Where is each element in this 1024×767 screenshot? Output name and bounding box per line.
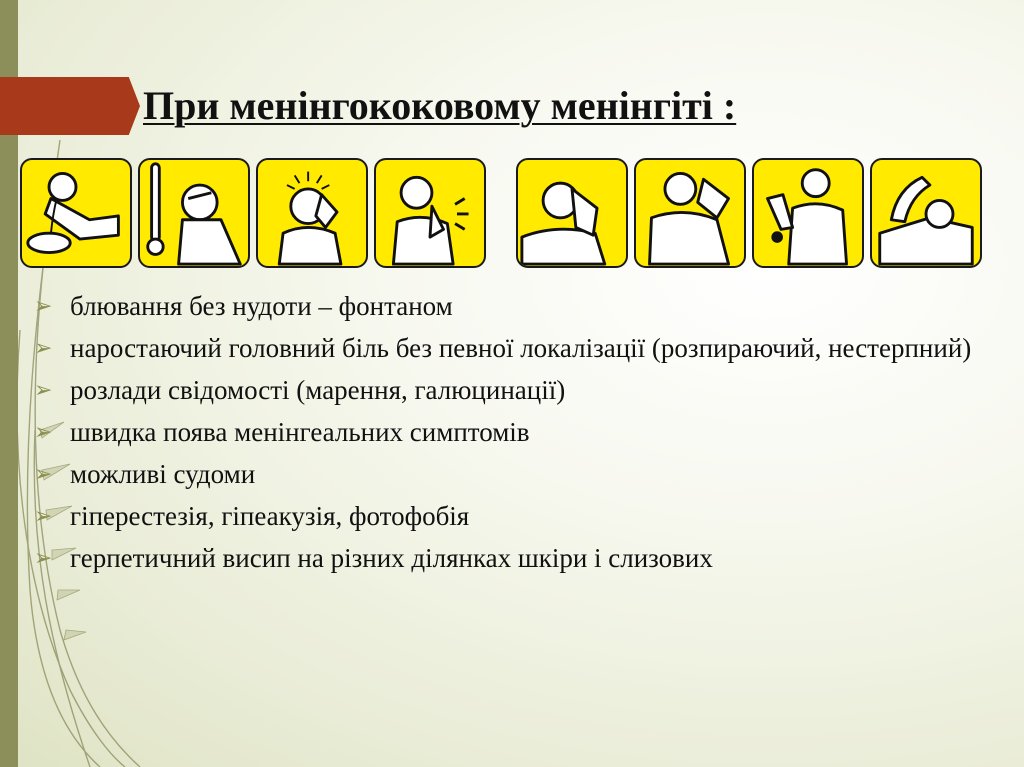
bullet-arrow-icon: ➢ xyxy=(34,461,53,486)
bullet-arrow-icon: ➢ xyxy=(34,545,53,570)
title-accent-arrow xyxy=(0,77,140,135)
list-item xyxy=(32,374,992,406)
vomiting-figure-icon xyxy=(20,158,132,268)
list-item xyxy=(32,458,992,490)
list-item-text: гіперестезія, гіпеакузія, фотофобія xyxy=(70,501,470,531)
thermometer-fever-icon xyxy=(138,158,250,268)
list-item-text: можливі судоми xyxy=(70,459,256,489)
neck-pain-figure-icon xyxy=(374,158,486,268)
list-item-text: блювання без нудоти – фонтаном xyxy=(70,291,453,321)
list-item-text: герпетичний висип на різних ділянках шкіри і слизових xyxy=(70,543,713,573)
symptom-icons-right xyxy=(516,158,982,270)
headache-figure-icon xyxy=(256,158,368,268)
light-sensitivity-figure-icon xyxy=(634,158,746,268)
covering-face-figure-icon xyxy=(516,158,628,268)
seizure-arm-figure-icon xyxy=(752,158,864,268)
symptom-icons-left xyxy=(20,158,486,270)
bullet-arrow-icon: ➢ xyxy=(34,335,53,360)
bullet-arrow-icon: ➢ xyxy=(34,377,53,402)
list-item xyxy=(32,290,992,322)
list-item xyxy=(32,416,992,448)
lying-patient-figure-icon xyxy=(870,158,982,268)
list-item xyxy=(32,500,992,532)
list-item-text: розлади свідомості (марення, галюцинації) xyxy=(70,375,566,405)
bullet-arrow-icon: ➢ xyxy=(34,293,53,318)
list-item xyxy=(32,542,992,574)
list-item xyxy=(32,332,992,364)
bullet-arrow-icon: ➢ xyxy=(34,503,53,528)
list-item-text: швидка поява менінгеальних симптомів xyxy=(70,417,530,447)
bullet-arrow-icon: ➢ xyxy=(34,419,53,444)
list-item-text: наростаючий головний біль без певної локалізації (розпираючий, нестерпний) xyxy=(70,333,972,363)
slide-title: При менінгококовому менінгіті : xyxy=(143,83,737,128)
symptom-list xyxy=(32,290,992,584)
